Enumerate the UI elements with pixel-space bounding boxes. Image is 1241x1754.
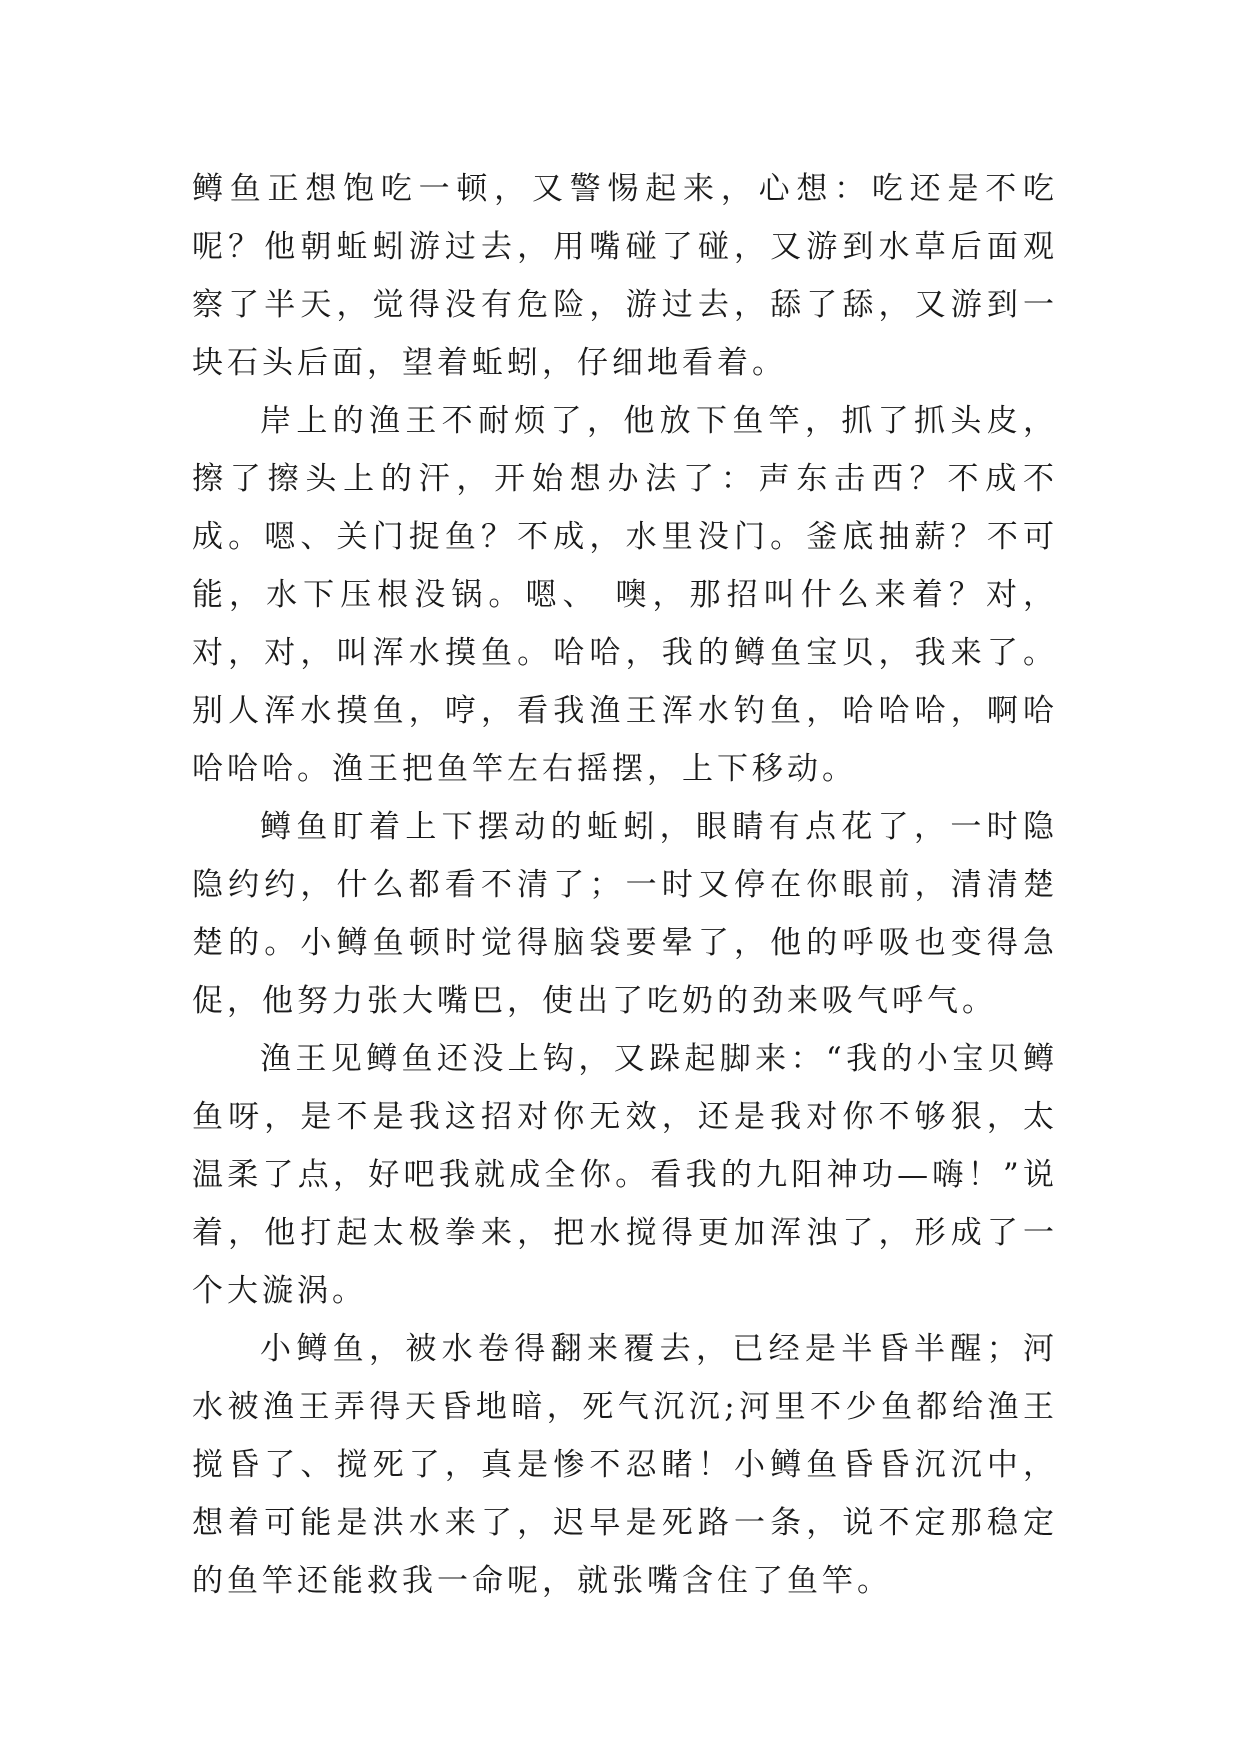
paragraph-1: 鳟鱼正想饱吃一顿，又警惕起来，心想：吃还是不吃呢？他朝蚯蚓游过去，用嘴碰了碰，又游到水草后面观察了半天，觉得没有危险，游过去，舔了舔，又游到一块石头后面，望着蚯蚓，仔细地看着。: [192, 171, 1058, 381]
paragraph-4: 渔王见鳟鱼还没上钩，又跺起脚来：“我的小宝贝鳟鱼呀，是不是我这招对你无效，还是我对你不够狠，太温柔了点，好吧我就成全你。看我的九阳神功—嗨！”说着，他打起太极拳来，把水搅得更加浑浊了，形成了一个大漩涡。: [192, 1041, 1058, 1309]
paragraph-5: 小鳟鱼，被水卷得翻来覆去，已经是半昏半醒；河水被渔王弄得天昏地暗，死气沉沉;河里不少鱼都给渔王搅昏了、搅死了，真是惨不忍睹！小鳟鱼昏昏沉沉中，想着可能是洪水来了，迟早是死路一条，说不定那稳定的鱼竿还能救我一命呢，就张嘴含住了鱼竿。: [192, 1331, 1058, 1599]
story-text: [192, 160, 1058, 1610]
paragraph-2: 岸上的渔王不耐烦了，他放下鱼竿，抓了抓头皮，擦了擦头上的汗，开始想办法了：声东击西？不成不成。嗯、关门捉鱼？不成，水里没门。釜底抽薪？不可能，水下压根没锅。嗯、 噢，那招叫什么来着？对，对，对，叫浑水摸鱼。哈哈，我的鳟鱼宝贝，我来了。别人浑水摸鱼，哼，看我渔王浑水钓鱼，哈哈哈，啊哈哈哈哈。渔王把鱼竿左右摇摆，上下移动。: [192, 403, 1058, 787]
paragraph-3: 鳟鱼盯着上下摆动的蚯蚓，眼睛有点花了，一时隐隐约约，什么都看不清了；一时又停在你眼前，清清楚楚的。小鳟鱼顿时觉得脑袋要晕了，他的呼吸也变得急促，他努力张大嘴巴，使出了吃奶的劲来吸气呼气。: [192, 809, 1058, 1019]
